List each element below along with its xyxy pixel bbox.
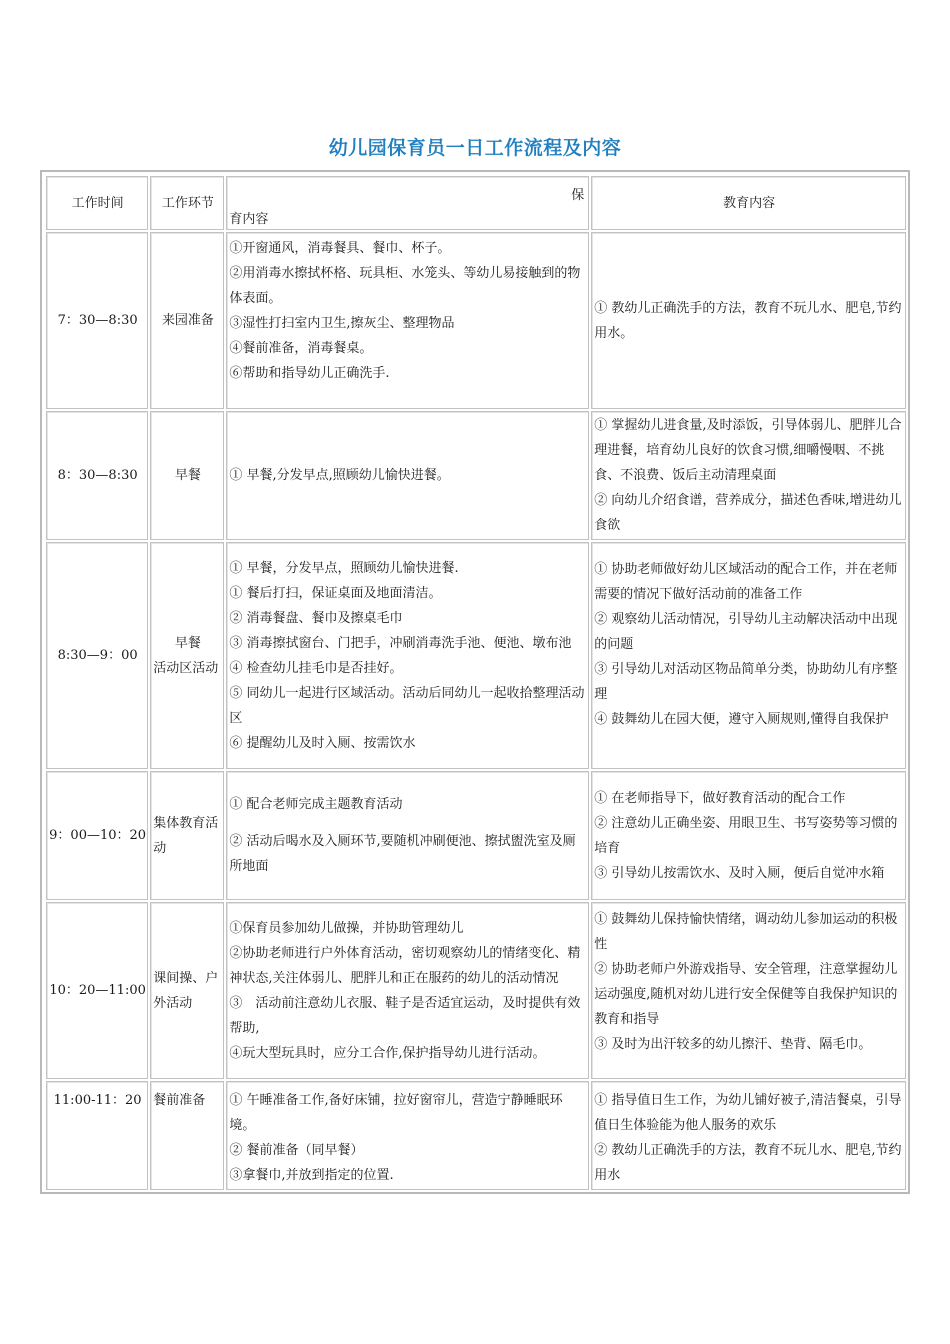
care-item: ②用消毒水擦拭杯格、玩具柜、水笼头、等幼儿易接触到的物体表面。 [229, 266, 581, 307]
row-step-line: 餐前准备 [153, 1093, 206, 1109]
care-item: ② 消毒餐盘、餐巾及擦桌毛巾 [229, 610, 403, 626]
schedule-table-frame [40, 170, 910, 1194]
row-step-line: 来园准备 [161, 313, 214, 329]
row-step [150, 232, 224, 409]
row-step [150, 1081, 224, 1190]
care-item: ② 餐前准备（同早餐） [229, 1143, 364, 1159]
page-title: 幼儿园保育员一日工作流程及内容 [328, 137, 622, 159]
header-care-part2: 育内容 [229, 212, 269, 227]
edu-item: ① 鼓舞幼儿保持愉快情绪，调动幼儿参加运动的积极性 [594, 912, 898, 953]
care-item: ⑤ 同幼儿一起进行区域活动。活动后同幼儿一起收拾整理活动区 [229, 685, 585, 726]
row-time: 7：30—8:30 [46, 232, 148, 409]
row-step-line: 早餐 [174, 635, 201, 651]
row-time: 11:00-11：20 [46, 1081, 148, 1190]
row-step-line: 集体教育活动 [153, 815, 219, 856]
care-item: ①开窗通风，消毒餐具、餐巾、杯子。 [229, 241, 451, 257]
care-item: ② 活动后喝水及入厕环节,要随机冲刷便池、擦拭盥洗室及厕所地面 [229, 834, 576, 875]
table-header-row [46, 176, 906, 230]
table-row [46, 902, 906, 1079]
header-step: 工作环节 [150, 176, 224, 230]
edu-item: ① 在老师指导下，做好教育活动的配合工作 [594, 790, 846, 806]
row-time: 8：30—8:30 [46, 411, 148, 540]
edu-item: ② 观察幼儿活动情况，引导幼儿主动解决活动中出现的问题 [594, 612, 898, 653]
edu-item: ② 向幼儿介绍食谱，营养成分，描述色香味,增进幼儿食欲 [594, 493, 902, 534]
edu-item: ① 掌握幼儿进食量,及时添饭，引导体弱儿、肥胖儿合理进餐，培育幼儿良好的饮食习惯,细嚼慢咽、不挑食、不浪费、饭后主动清理桌面 [594, 418, 902, 484]
header-care [226, 176, 589, 230]
care-item: ⑥帮助和指导幼儿正确洗手. [229, 366, 390, 382]
row-step [150, 542, 224, 769]
header-edu: 教育内容 [591, 176, 906, 230]
care-item: ③湿性打扫室内卫生,擦灰尘、整理物品 [229, 316, 455, 332]
table-row [46, 542, 906, 769]
row-edu [591, 411, 906, 540]
care-item: ④餐前准备，消毒餐桌。 [229, 341, 373, 357]
row-care [226, 1081, 589, 1190]
care-item: ①保育员参加幼儿做操，并协助管理幼儿 [229, 920, 464, 936]
row-edu [591, 1081, 906, 1190]
row-care [226, 411, 589, 540]
schedule-table [44, 174, 908, 1192]
edu-item: ① 协助老师做好幼儿区域活动的配合工作，并在老师需要的情况下做好活动前的准备工作 [594, 562, 898, 603]
row-edu [591, 902, 906, 1079]
row-edu [591, 232, 906, 409]
row-care [226, 542, 589, 769]
row-edu [591, 542, 906, 769]
care-item: ① 配合老师完成主题教育活动 [229, 797, 403, 813]
edu-item: ② 教幼儿正确洗手的方法，教育不玩儿水、肥皂,节约用水 [594, 1143, 902, 1184]
row-time: 8:30—9：00 [46, 542, 148, 769]
table-row [46, 411, 906, 540]
care-item: ① 早餐，分发早点，照顾幼儿愉快进餐. [229, 560, 459, 576]
table-row [46, 1081, 906, 1190]
care-item: ④ 检查幼儿挂毛巾是否挂好。 [229, 660, 403, 676]
row-step [150, 771, 224, 900]
care-item: ④玩大型玩具时，应分工合作,保护指导幼儿进行活动。 [229, 1045, 546, 1061]
edu-item: ③ 引导幼儿按需饮水、及时入厕，便后自觉冲水箱 [594, 865, 885, 881]
edu-item: ③ 及时为出汗较多的幼儿擦汗、垫背、隔毛巾。 [594, 1037, 872, 1053]
row-care [226, 902, 589, 1079]
care-item: ③ 活动前注意幼儿衣服、鞋子是否适宜运动，及时提供有效帮助, [229, 995, 581, 1036]
row-step [150, 411, 224, 540]
care-item: ②协助老师进行户外体育活动，密切观察幼儿的情绪变化、精神状态,关注体弱儿、肥胖儿和正在服药的幼儿的活动情况 [229, 945, 581, 986]
row-care [226, 232, 589, 409]
header-care-part1: 保 [571, 188, 585, 203]
edu-item: ④ 鼓舞幼儿在园大便，遵守入厕规则,懂得自我保护 [594, 712, 889, 728]
care-item: ③拿餐巾,并放到指定的位置. [229, 1168, 394, 1184]
care-item: ① 餐后打扫，保证桌面及地面清洁。 [229, 585, 442, 601]
header-time: 工作时间 [46, 176, 148, 230]
row-edu [591, 771, 906, 900]
edu-item: ③ 引导幼儿对活动区物品简单分类，协助幼儿有序整理 [594, 662, 898, 703]
care-item: ① 早餐,分发早点,照顾幼儿愉快进餐。 [229, 468, 450, 484]
row-step-line: 课间操、户外活动 [153, 970, 219, 1011]
edu-item: ① 指导值日生工作，为幼儿铺好被子,清洁餐桌，引导值日生体验能为他人服务的欢乐 [594, 1093, 902, 1134]
table-row [46, 771, 906, 900]
row-time: 9：00—10：20 [46, 771, 148, 900]
care-item: ③ 消毒擦拭窗台、门把手，冲刷消毒洗手池、便池、墩布池 [229, 635, 572, 651]
edu-item: ① 教幼儿正确洗手的方法，教育不玩儿水、肥皂,节约用水。 [594, 300, 902, 341]
row-step-line: 活动区活动 [153, 660, 219, 676]
row-time: 10：20—11:00 [46, 902, 148, 1079]
row-care [226, 771, 589, 900]
table-row [46, 232, 906, 409]
row-step-line: 早餐 [174, 468, 201, 484]
row-step [150, 902, 224, 1079]
edu-item: ② 协助老师户外游戏指导、安全管理，注意掌握幼儿运动强度,随机对幼儿进行安全保健等自我保护知识的教育和指导 [594, 962, 898, 1028]
spacer [229, 817, 587, 829]
edu-item: ② 注意幼儿正确坐姿、用眼卫生、书写姿势等习惯的培育 [594, 815, 898, 856]
care-item: ⑥ 提醒幼儿及时入厕、按需饮水 [229, 735, 416, 751]
care-item: ① 午睡准备工作,备好床铺，拉好窗帘儿，营造宁静睡眠环境。 [229, 1093, 563, 1134]
